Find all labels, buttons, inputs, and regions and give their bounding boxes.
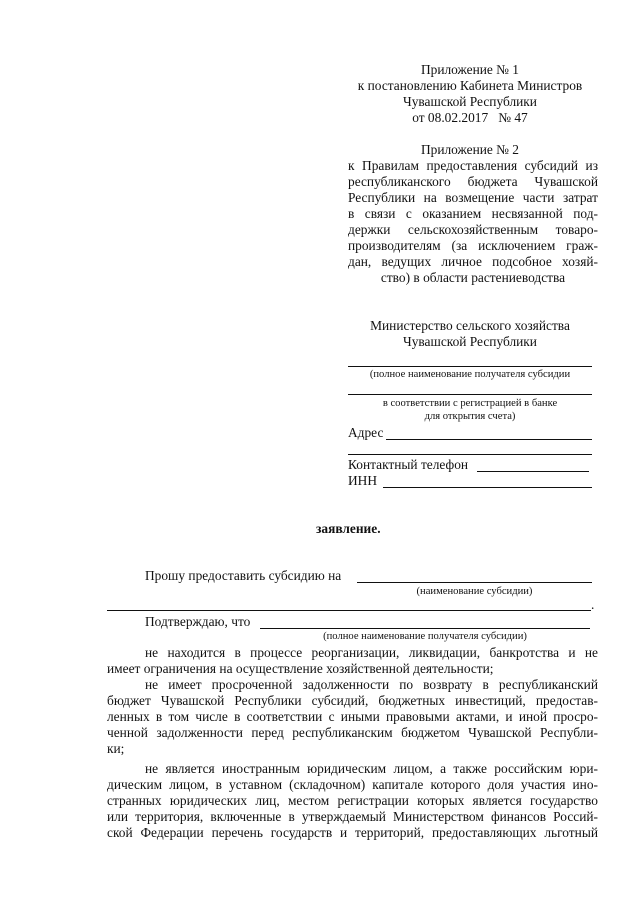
appendix2-line: держки сельскохозяйственным товаро- (348, 222, 598, 237)
recipient-name-line-2 (348, 394, 592, 395)
paragraph-not-in-liquidation (107, 645, 598, 677)
subsidy-caption: (наименование субсидии) (416, 586, 533, 597)
paragraph-line: ской Федерации перечень государств и территорий, предоставляющих льготный (107, 825, 598, 840)
appendix1-republic: Чувашской Республики (403, 94, 537, 109)
recipient-caption: (полное наименование получателя субсидии (369, 369, 571, 380)
inn-field[interactable] (383, 487, 592, 488)
paragraph-line: ченной задолженности перед республиканским бюджетом Чувашской Республи- (107, 725, 598, 740)
confirm-caption: (полное наименование получателя субсидии) (323, 631, 527, 642)
appendix2-number: Приложение № 2 (420, 142, 520, 157)
paragraph-line-last: имеет ограничения на осуществление хозяйственной деятельности; (107, 661, 494, 676)
appendix2-line: республиканского бюджета Чувашской (348, 174, 598, 189)
phone-field[interactable] (477, 471, 589, 472)
address-field[interactable] (386, 439, 592, 440)
ministry-name: Министерство сельского хозяйства (370, 318, 570, 333)
subsidy-name-field[interactable] (357, 582, 592, 583)
appendix2-line: Республики на возмещение части затрат (348, 190, 598, 205)
paragraph-line: не имеет просроченной задолженности по возврату в республиканский (145, 677, 598, 692)
paragraph-line: дическим лицом, в уставном (складочном) капитале которого доля участия ино- (107, 777, 598, 792)
address-label: Адрес (348, 425, 384, 440)
address-field-2[interactable] (348, 454, 592, 455)
paragraph-line: или территория, включенные в утверждаемый Министерством финансов Россий- (107, 809, 598, 824)
recipient-name-line (348, 366, 592, 367)
paragraph-line: ленных в том числе в соответствии с иными правовыми актами, и иной просро- (107, 709, 598, 724)
request-text: Прошу предоставить субсидию на (145, 568, 342, 583)
paragraph-line: не является иностранным юридическим лицом, а также российским юри- (145, 761, 598, 776)
bank-caption-2: для открытия счета) (424, 411, 516, 422)
appendix2-line: производителям (за исключением граж- (348, 238, 598, 253)
ministry-republic: Чувашской Республики (403, 334, 537, 349)
appendix1-date: от 08.02.2017 № 47 (412, 110, 528, 125)
appendix1-number: Приложение № 1 (420, 62, 520, 77)
appendix1-decree: к постановлению Кабинета Министров (357, 78, 583, 93)
appendix2-line: дан, ведущих личное подсобное хозяй- (348, 254, 598, 269)
paragraph-line: странных юридических лиц, местом регистрации которых является государство (107, 793, 598, 808)
appendix2-line: к Правилам предоставления субсидий из (348, 158, 598, 173)
phone-label: Контактный телефон (348, 457, 469, 472)
paragraph-not-foreign (107, 761, 598, 841)
subsidy-name-field-2[interactable] (107, 610, 591, 611)
paragraph-line: не находится в процессе реорганизации, ликвидации, банкротства и не (145, 645, 598, 660)
confirm-text: Подтверждаю, что (145, 614, 251, 629)
paragraph-line: бюджет Чувашской Республики субсидий, бюджетных инвестиций, предостав- (107, 693, 598, 708)
confirm-recipient-field[interactable] (260, 628, 590, 629)
paragraph-line-last: ки; (107, 741, 125, 756)
appendix2-line-last: ство) в области растениеводства (380, 270, 566, 285)
appendix2-text (348, 158, 598, 286)
appendix2-line: в связи с оказанием несвязанной под- (348, 206, 598, 221)
bank-caption: в соответствии с регистрацией в банке (382, 398, 558, 409)
request-end: . (591, 597, 595, 612)
inn-label: ИНН (348, 473, 378, 488)
document-heading: заявление. (316, 521, 381, 536)
paragraph-no-debt (107, 677, 598, 757)
